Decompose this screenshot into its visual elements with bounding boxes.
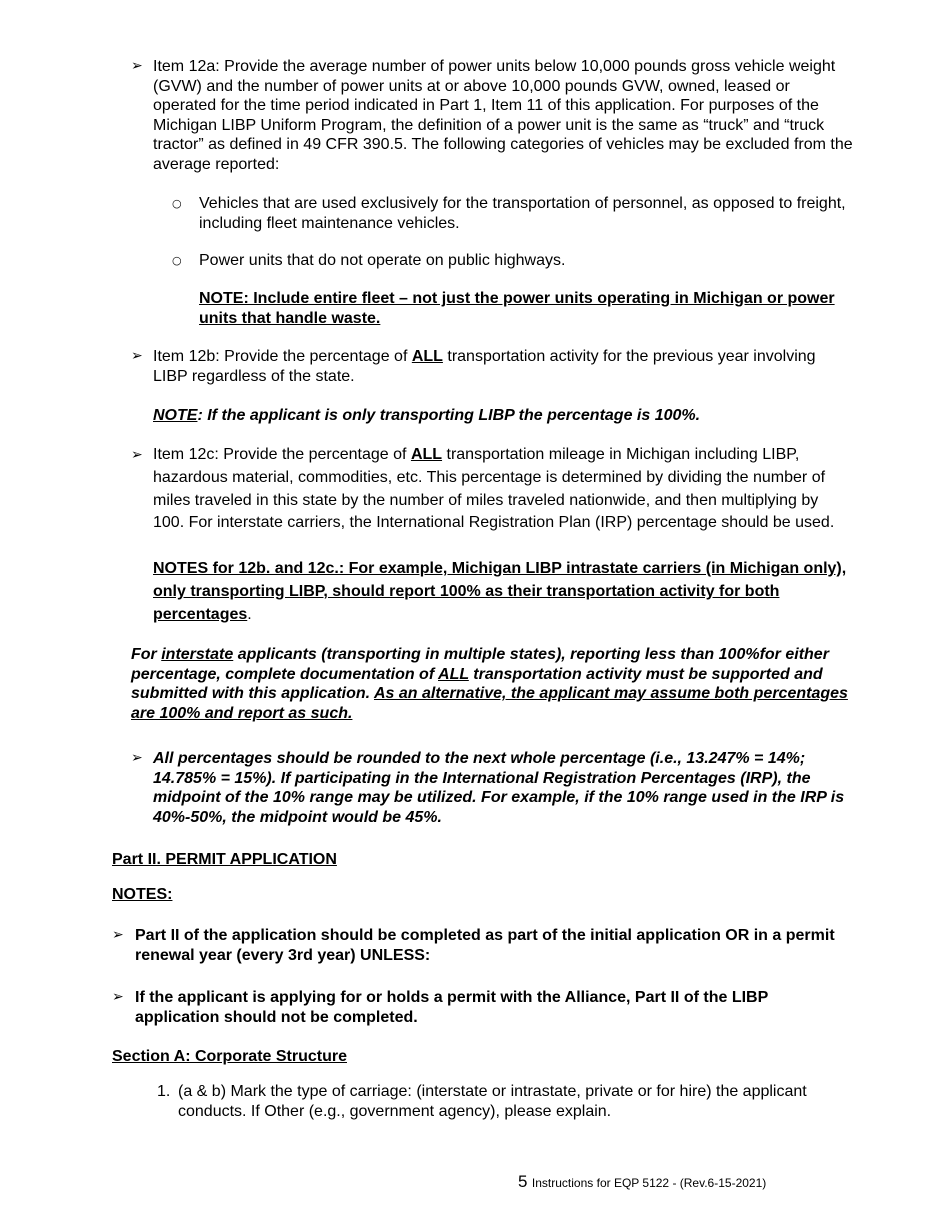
section-a-item-number: 1. (157, 1083, 171, 1100)
page-footer (518, 1172, 766, 1194)
part-2-bullet-1: Part II of the application should be completed as part of the initial application OR in a permit renewal year (every 3rd year) UNLESS: (135, 927, 835, 964)
arrowhead-bullet-icon: ➢ (131, 58, 143, 74)
arrowhead-bullet-icon: ➢ (131, 750, 143, 766)
item-12b-text: Item 12b: Provide the percentage of ALL transportation activity for the previous year involving LIBP regardless of the state. (153, 348, 816, 385)
item-12a-text: Item 12a: Provide the average number of power units below 10,000 pounds gross vehicle weight (GVW) and the number of power units at or above 10,000 pounds GVW, owned, leased or operated for the time period indicated in Part 1, Item 11 of this application. For purposes of the Michigan LIBP Uniform Program, the definition of a power unit is the same as “truck” and “truck tractor” as defined in 49 CFR 390.5. The following categories of vehicles may be excluded from the average reported: (153, 58, 853, 173)
section-a-item-text: (a & b) Mark the type of carriage: (interstate or intrastate, private or for hire) the applicant conducts. If Other (e.g., government agency), please explain. (178, 1083, 807, 1120)
interstate-paragraph: For interstate applicants (transporting in multiple states), reporting less than 100%for either percentage, complete documentation of ALL transportation activity must be supported and submitted with this application. As an alternative, the applicant may assume both percentages are 100% and report as such. (131, 646, 848, 722)
page-number: 5 (518, 1172, 528, 1191)
rounding-bullet-text: All percentages should be rounded to the next whole percentage (i.e., 13.247% = 14%; 14.785% = 15%). If participating in the International Registration Percentages (IRP), the midpoint of the 10% range may be utilized. For example, if the 10% range used in the IRP is 40%-50%, the midpoint would be 45%. (153, 750, 845, 826)
item-12a-note: NOTE: Include entire fleet – not just the power units operating in Michigan or power units that handle waste. (199, 290, 835, 327)
arrowhead-bullet-icon: ➢ (131, 447, 143, 463)
item-12b-note: NOTE: If the applicant is only transporting LIBP the percentage is 100%. (153, 407, 701, 424)
circle-bullet-icon: ○ (172, 197, 182, 210)
item-12c-notes: NOTES for 12b. and 12c.: For example, Michigan LIBP intrastate carriers (in Michigan only), only transporting LIBP, should report 100% as their transportation activity for both percentages. (153, 560, 847, 623)
footer-label: Instructions for EQP 5122 - (Rev.6-15-2021) (531, 1176, 767, 1190)
arrowhead-bullet-icon: ➢ (112, 927, 124, 943)
item-12a-subitem-1: Vehicles that are used exclusively for the transportation of personnel, as opposed to freight, including fleet maintenance vehicles. (199, 195, 846, 232)
item-12a-subitem-2: Power units that do not operate on public highways. (199, 252, 566, 269)
emphasis-all: ALL (411, 348, 443, 365)
part-2-heading: Part II. PERMIT APPLICATION (112, 851, 337, 868)
section-a-heading: Section A: Corporate Structure (112, 1048, 347, 1065)
notes-heading: NOTES: (112, 886, 173, 903)
emphasis-all: ALL (410, 446, 443, 463)
arrowhead-bullet-icon: ➢ (131, 348, 143, 364)
arrowhead-bullet-icon: ➢ (112, 989, 124, 1005)
circle-bullet-icon: ○ (172, 254, 182, 267)
part-2-bullet-2: If the applicant is applying for or holds a permit with the Alliance, Part II of the LIBP application should not be completed. (135, 989, 768, 1026)
item-12c-text: Item 12c: Provide the percentage of ALL transportation mileage in Michigan including LIBP, hazardous material, commodities, etc. This percentage is determined by dividing the number of miles traveled in this state by the number of miles traveled nationwide, and then multiplying by 100. For interstate carriers, the International Registration Plan (IRP) percentage should be used. (153, 446, 835, 532)
